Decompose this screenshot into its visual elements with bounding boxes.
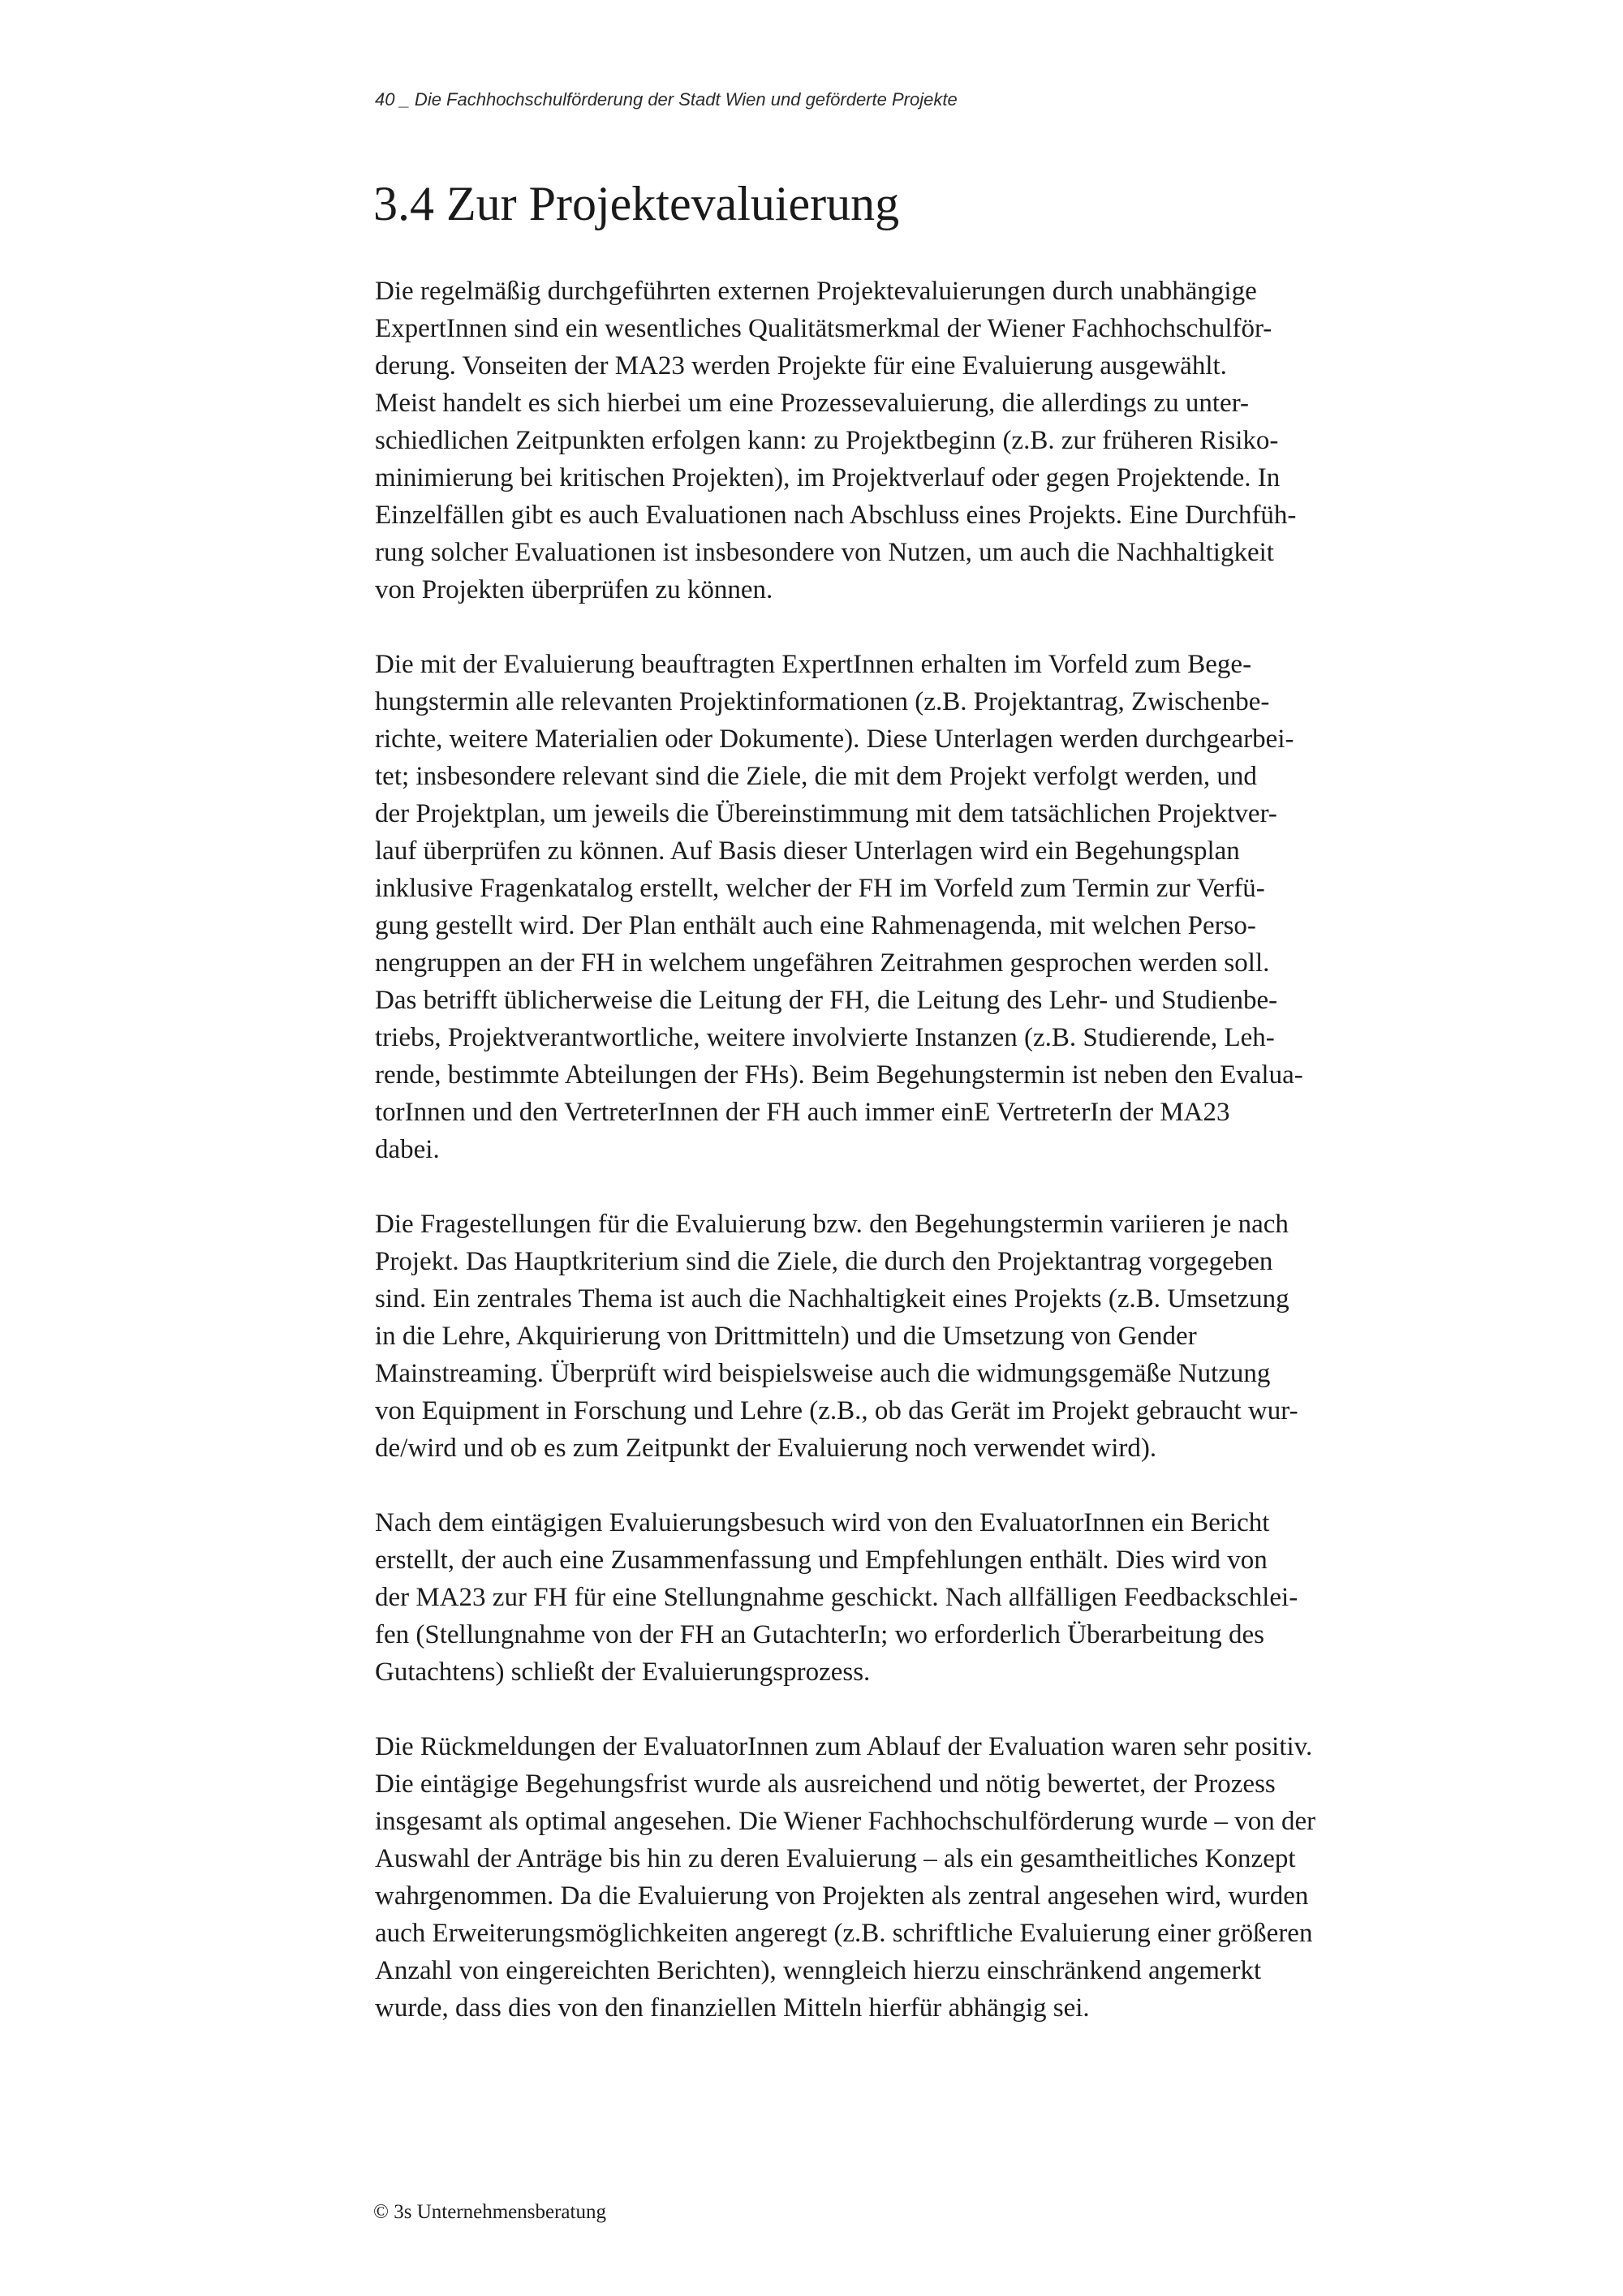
text-line: triebs, Projektverantwortliche, weitere involvierte Instanzen (z.B. Studierende, Leh- bbox=[375, 1023, 1275, 1052]
text-line: rende, bestimmte Abteilungen der FHs). Beim Begehungstermin ist neben den Evalua- bbox=[375, 1060, 1303, 1090]
text-line: ExpertInnen sind ein wesentliches Qualitätsmerkmal der Wiener Fachhochschulför- bbox=[375, 314, 1272, 343]
running-header: 40 _ Die Fachhochschulförderung der Stadt Wien und geförderte Projekte bbox=[375, 89, 958, 110]
paragraph-2 bbox=[375, 646, 1474, 1168]
text-line: tet; insbesondere relevant sind die Ziele, die mit dem Projekt verfolgt werden, und bbox=[375, 762, 1257, 791]
text-line: fen (Stellungnahme von der FH an GutachterIn; wo erforderlich Überarbeitung des bbox=[375, 1620, 1264, 1649]
text-line: lauf überprüfen zu können. Auf Basis dieser Unterlagen wird ein Begehungsplan bbox=[375, 836, 1240, 866]
text-line: minimierung bei kritischen Projekten), im Projektverlauf oder gegen Projektende. In bbox=[375, 463, 1281, 492]
text-line: Die Fragestellungen für die Evaluierung bzw. den Begehungstermin variieren je nach bbox=[375, 1210, 1289, 1239]
text-line: Die eintägige Begehungsfrist wurde als ausreichend und nötig bewertet, der Prozess bbox=[375, 1769, 1276, 1799]
text-line: der Projektplan, um jeweils die Übereinstimmung mit dem tatsächlichen Projektver- bbox=[375, 799, 1277, 828]
text-line: Die regelmäßig durchgeführten externen Projektevaluierungen durch unabhängige bbox=[375, 277, 1257, 306]
text-line: inklusive Fragenkatalog erstellt, welcher der FH im Vorfeld zum Termin zur Verfü- bbox=[375, 874, 1265, 903]
text-line: auch Erweiterungsmöglichkeiten angeregt (z.B. schriftliche Evaluierung einer größeren bbox=[375, 1919, 1313, 1948]
paragraph-1 bbox=[375, 273, 1474, 608]
paragraph-5 bbox=[375, 1728, 1474, 2027]
section-title: 3.4 Zur Projektevaluierung bbox=[373, 177, 900, 230]
text-line: von Equipment in Forschung und Lehre (z.B., ob das Gerät im Projekt gebraucht wur- bbox=[375, 1396, 1298, 1425]
text-line: Anzahl von eingereichten Berichten), wenngleich hierzu einschränkend angemerkt bbox=[375, 1956, 1262, 1985]
footer-copyright: © 3s Unternehmensberatung bbox=[373, 2201, 606, 2223]
paragraph-4 bbox=[375, 1504, 1474, 1691]
text-line: torInnen und den VertreterInnen der FH auch immer einE VertreterIn der MA23 bbox=[375, 1098, 1230, 1127]
text-line: wurde, dass dies von den finanziellen Mitteln hierfür abhängig sei. bbox=[375, 1993, 1090, 2023]
text-line: rung solcher Evaluationen ist insbesondere von Nutzen, um auch die Nachhaltigkeit bbox=[375, 538, 1274, 567]
text-line: insgesamt als optimal angesehen. Die Wiener Fachhochschulförderung wurde – von der bbox=[375, 1807, 1316, 1836]
text-line: wahrgenommen. Da die Evaluierung von Projekten als zentral angesehen wird, wurden bbox=[375, 1881, 1309, 1911]
text-line: Die mit der Evaluierung beauftragten ExpertInnen erhalten im Vorfeld zum Bege- bbox=[375, 650, 1252, 679]
text-line: Nach dem eintägigen Evaluierungsbesuch wird von den EvaluatorInnen ein Bericht bbox=[375, 1508, 1270, 1537]
text-line: von Projekten überprüfen zu können. bbox=[375, 575, 773, 604]
text-line: Mainstreaming. Überprüft wird beispielsweise auch die widmungsgemäße Nutzung bbox=[375, 1359, 1271, 1388]
text-line: Projekt. Das Hauptkriterium sind die Ziele, die durch den Projektantrag vorgegeben bbox=[375, 1247, 1273, 1276]
text-line: gung gestellt wird. Der Plan enthält auch eine Rahmenagenda, mit welchen Perso- bbox=[375, 911, 1256, 940]
body-text bbox=[375, 273, 1474, 2064]
text-line: Einzelfällen gibt es auch Evaluationen nach Abschluss eines Projekts. Eine Durchfüh- bbox=[375, 501, 1297, 530]
text-line: nengruppen an der FH in welchem ungefähren Zeitrahmen gesprochen werden soll. bbox=[375, 948, 1270, 978]
text-line: derung. Vonseiten der MA23 werden Projekte für eine Evaluierung ausgewählt. bbox=[375, 351, 1227, 381]
text-line: sind. Ein zentrales Thema ist auch die Nachhaltigkeit eines Projekts (z.B. Umsetzung bbox=[375, 1284, 1289, 1314]
paragraph-3 bbox=[375, 1206, 1474, 1467]
text-line: hungstermin alle relevanten Projektinformationen (z.B. Projektantrag, Zwischenbe- bbox=[375, 687, 1270, 716]
text-line: dabei. bbox=[375, 1135, 440, 1164]
text-line: richte, weitere Materialien oder Dokumente). Diese Unterlagen werden durchgearbei- bbox=[375, 724, 1294, 754]
text-line: Gutachtens) schließt der Evaluierungsprozess. bbox=[375, 1658, 871, 1687]
text-line: der MA23 zur FH für eine Stellungnahme geschickt. Nach allfälligen Feedbackschlei- bbox=[375, 1583, 1298, 1612]
text-line: Meist handelt es sich hierbei um eine Prozessevaluierung, die allerdings zu unter- bbox=[375, 389, 1250, 418]
text-line: de/wird und ob es zum Zeitpunkt der Evaluierung noch verwendet wird). bbox=[375, 1434, 1157, 1463]
text-line: Die Rückmeldungen der EvaluatorInnen zum Ablauf der Evaluation waren sehr positiv. bbox=[375, 1732, 1313, 1761]
text-line: schiedlichen Zeitpunkten erfolgen kann: zu Projektbeginn (z.B. zur früheren Risiko- bbox=[375, 426, 1279, 455]
text-line: Das betrifft üblicherweise die Leitung der FH, die Leitung des Lehr- und Studienbe- bbox=[375, 986, 1278, 1015]
text-line: erstellt, der auch eine Zusammenfassung und Empfehlungen enthält. Dies wird von bbox=[375, 1546, 1268, 1575]
text-line: Auswahl der Anträge bis hin zu deren Evaluierung – als ein gesamtheitliches Konzept bbox=[375, 1844, 1296, 1873]
text-line: in die Lehre, Akquirierung von Drittmitteln) und die Umsetzung von Gender bbox=[375, 1322, 1197, 1351]
